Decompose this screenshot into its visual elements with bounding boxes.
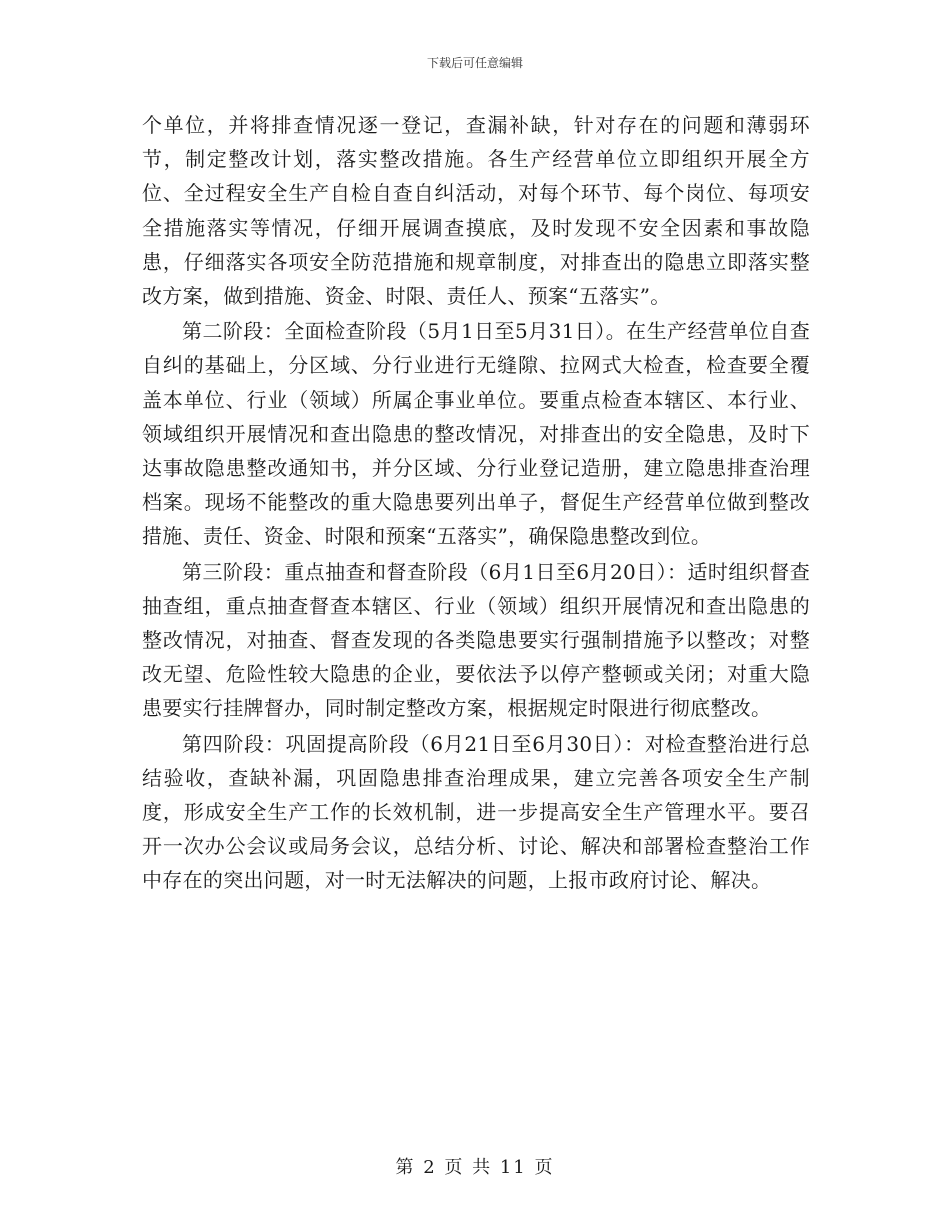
page-header-note: 下载后可任意编辑 <box>426 56 523 70</box>
paragraph-stage-two: 第二阶段：全面检查阶段（5月1日至5月31日）。在生产经营单位自查自纠的基础上，分区域、分行业进行无缝隙、拉网式大检查，检查要全覆盖本单位、行业（领域）所属企事业单位。要重点检查本辖区、本行业、领域组织开展情况和查出隐患的整改情况，对排查出的安全隐患，及时下达事故隐患整改通知书，并分区域、分行业登记造册，建立隐患排查治理档案。现场不能整改的重大隐患要列出单子，督促生产经营单位做到整改措施、责任、资金、时限和预案“五落实”，确保隐患整改到位。 <box>142 319 810 549</box>
document-body <box>142 108 810 899</box>
paragraph-stage-three: 第三阶段：重点抽查和督查阶段（6月1日至6月20日）：适时组织督查抽查组，重点抽查督查本辖区、行业（领域）组织开展情况和查出隐患的整改情况，对抽查、督查发现的各类隐患要实行强制措施予以整改；对整改无望、危险性较大隐患的企业，要依法予以停产整顿或关闭；对重大隐患要实行挂牌督办，同时制定整改方案，根据规定时限进行彻底整改。 <box>142 559 810 721</box>
page-number: 第 2 页 共 11 页 <box>395 1157 555 1178</box>
paragraph-continuation: 个单位，并将排查情况逐一登记，查漏补缺，针对存在的问题和薄弱环节，制定整改计划，落实整改措施。各生产经营单位立即组织开展全方位、全过程安全生产自检自查自纠活动，对每个环节、每个岗位、每项安全措施落实等情况，仔细开展调查摸底，及时发现不安全因素和事故隐患，仔细落实各项安全防范措施和规章制度，对排查出的隐患立即落实整改方案，做到措施、资金、时限、责任人、预案“五落实”。 <box>142 113 810 309</box>
paragraph-stage-four: 第四阶段：巩固提高阶段（6月21日至6月30日）：对检查整治进行总结验收，查缺补漏，巩固隐患排查治理成果，建立完善各项安全生产制度，形成安全生产工作的长效机制，进一步提高安全生产管理水平。要召开一次办公会议或局务会议，总结分析、讨论、解决和部署检查整治工作中存在的突出问题，对一时无法解决的问题，上报市政府讨论、解决。 <box>142 731 810 893</box>
